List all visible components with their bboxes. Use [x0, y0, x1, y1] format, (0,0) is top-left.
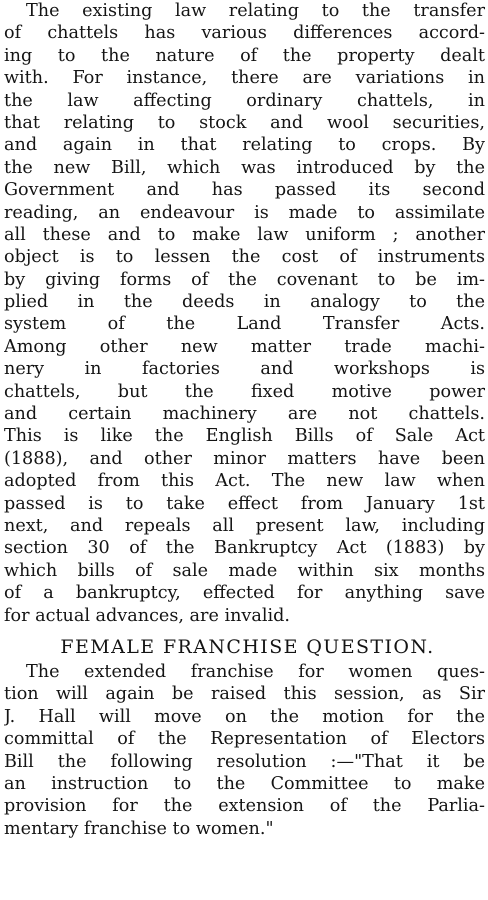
text-line: the new Bill, which was introduced by the — [4, 157, 485, 178]
text-line: next, and repeals all present law, including — [4, 515, 485, 536]
text-line: passed is to take effect from January 1st — [4, 493, 485, 514]
section-heading: FEMALE FRANCHISE QUESTION. — [60, 635, 435, 658]
text-line: This is like the English Bills of Sale Act — [4, 426, 485, 447]
text-line: that relating to stock and wool securities, — [4, 112, 485, 133]
text-line: for actual advances, are invalid. — [4, 605, 290, 626]
text-line: reading, an endeavour is made to assimilate — [4, 202, 485, 223]
text-line: which bills of sale made within six months — [4, 560, 485, 581]
text-line: committal of the Representation of Electors — [4, 729, 485, 750]
text-line: Bill the following resolution :—"That it be — [4, 751, 485, 772]
text-line: an instruction to the Committee to make — [4, 773, 485, 794]
text-line: provision for the extension of the Parlia- — [4, 796, 485, 817]
text-line: plied in the deeds in analogy to the — [4, 292, 485, 313]
text-line: Government and has passed its second — [4, 180, 485, 201]
text-line: The extended franchise for women ques- — [26, 661, 485, 682]
paragraph-female-franchise — [4, 661, 485, 840]
text-line: object is to lessen the cost of instruments — [4, 247, 485, 268]
text-line: the law affecting ordinary chattels, in — [4, 90, 485, 111]
text-line: The existing law relating to the transfer — [26, 1, 485, 21]
text-line: mentary franchise to women." — [4, 818, 274, 839]
text-line: and again in that relating to crops. By — [4, 135, 485, 156]
text-line: chattels, but the fixed motive power — [4, 381, 485, 402]
text-line: J. Hall will move on the motion for the — [4, 706, 485, 727]
text-line: adopted from this Act. The new law when — [4, 471, 485, 492]
paragraph-bill-of-sale — [4, 0, 485, 627]
text-line: and certain machinery are not chattels. — [4, 404, 485, 425]
text-line: all these and to make law uniform ; another — [4, 224, 485, 245]
text-line: (1888), and other minor matters have been — [4, 448, 485, 469]
text-line: Among other new matter trade machi- — [4, 336, 485, 357]
text-line: section 30 of the Bankruptcy Act (1883) by — [4, 538, 485, 559]
text-line: of a bankruptcy, effected for anything save — [4, 583, 485, 604]
text-line: tion will again be raised this session, as Sir — [4, 684, 485, 705]
text-line: system of the Land Transfer Acts. — [4, 314, 485, 335]
text-line: by giving forms of the covenant to be im- — [4, 269, 485, 290]
newspaper-column — [4, 0, 485, 900]
text-line: of chattels has various differences accord- — [4, 23, 485, 44]
text-line: nery in factories and workshops is — [4, 359, 485, 380]
text-line: with. For instance, there are variations in — [4, 68, 485, 89]
text-line: ing to the nature of the property dealt — [4, 45, 485, 66]
